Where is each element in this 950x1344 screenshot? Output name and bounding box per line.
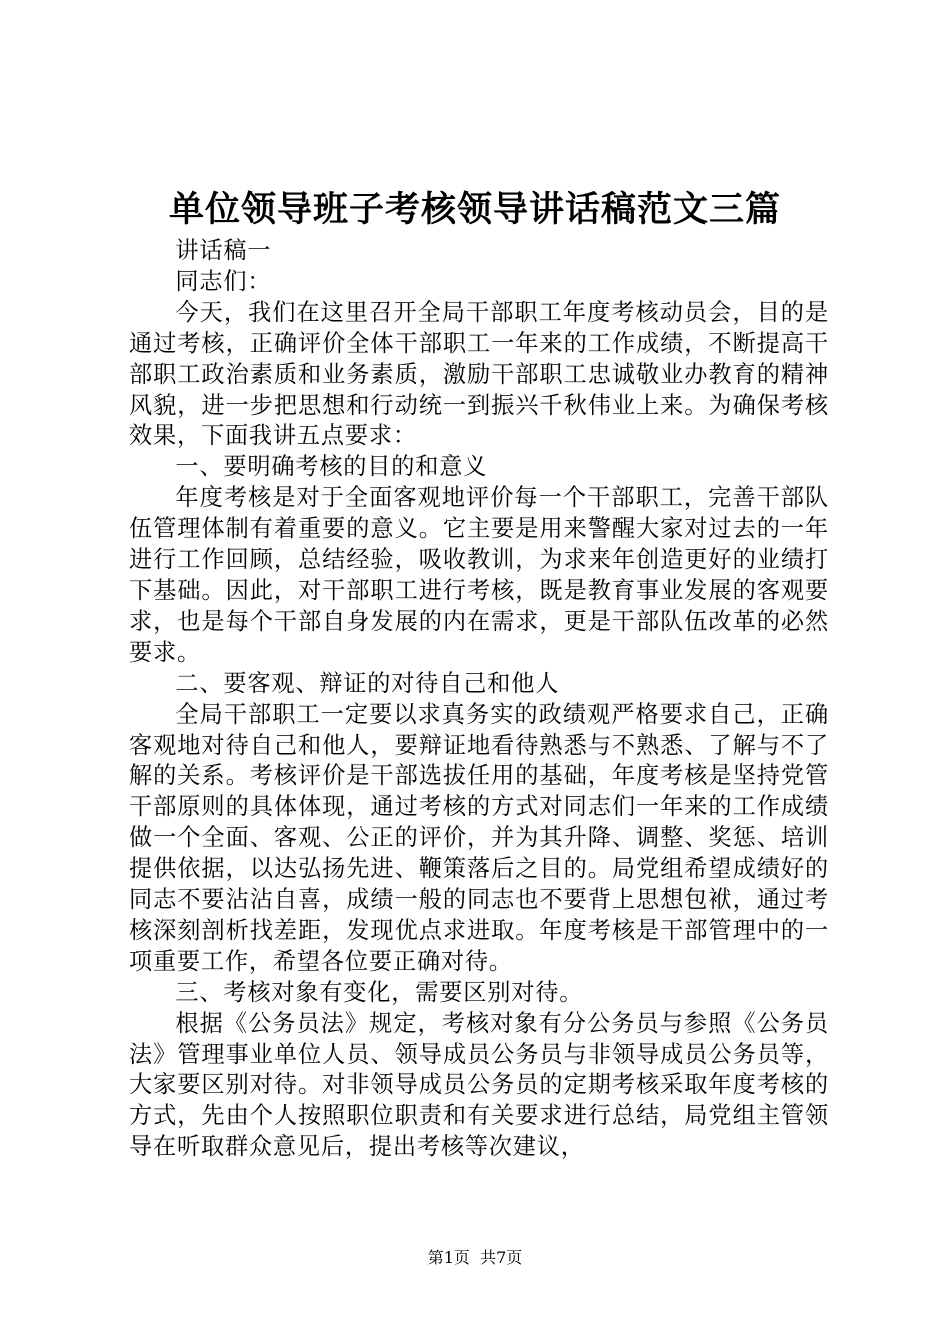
body-paragraph: 全局干部职工一定要以求真务实的政绩观严格要求自己，正确客观地对待自己和他人，要辩证地看待熟悉与不熟悉、了解与不了解的关系。考核评价是干部选拔任用的基础，年度考核是坚持党管干部原则的具体体现，通过考核的方式对同志们一年来的工作成绩做一个全面、客观、公正的评价，并为其升降、调整、奖惩、培训提供依据，以达弘扬先进、鞭策落后之目的。局党组希望成绩好的同志不要沾沾自喜，成绩一般的同志也不要背上思想包袱，通过考核深刻剖析找差距，发现优点求进取。年度考核是干部管理中的一项重要工作，希望各位要正确对待。 [129, 700, 829, 975]
section-label: 讲话稿一 [175, 237, 272, 264]
page-footer: 第1页 共7页 [427, 1248, 523, 1267]
salutation: 同志们： [175, 267, 272, 295]
document-body [129, 236, 829, 1163]
section-heading: 二、要客观、辩证的对待自己和他人 [175, 669, 560, 697]
section-heading: 三、考核对象有变化，需要区别对待。 [175, 978, 584, 1006]
body-paragraph: 今天，我们在这里召开全局干部职工年度考核动员会，目的是通过考核，正确评价全体干部职工一年来的工作成绩，不断提高干部职工政治素质和业务素质，激励干部职工忠诚敬业办教育的精神风貌，进一步把思想和行动统一到振兴千秋伟业上来。为确保考核效果，下面我讲五点要求： [129, 298, 829, 450]
section-heading: 一、要明确考核的目的和意义 [175, 453, 488, 481]
body-paragraph: 年度考核是对于全面客观地评价每一个干部职工，完善干部队伍管理体制有着重要的意义。它主要是用来警醒大家对过去的一年进行工作回顾，总结经验，吸收教训，为求来年创造更好的业绩打下基础。因此，对干部职工进行考核，既是教育事业发展的客观要求，也是每个干部自身发展的内在需求，更是干部队伍改革的必然要求。 [129, 484, 829, 666]
document-title: 单位领导班子考核领导讲话稿范文三篇 [168, 189, 781, 230]
body-paragraph: 根据《公务员法》规定，考核对象有分公务员与参照《公务员法》管理事业单位人员、领导成员公务员与非领导成员公务员等，大家要区别对待。对非领导成员公务员的定期考核采取年度考核的方式，先由个人按照职位职责和有关要求进行总结，局党组主管领导在听取群众意见后，提出考核等次建议， [129, 1009, 829, 1161]
